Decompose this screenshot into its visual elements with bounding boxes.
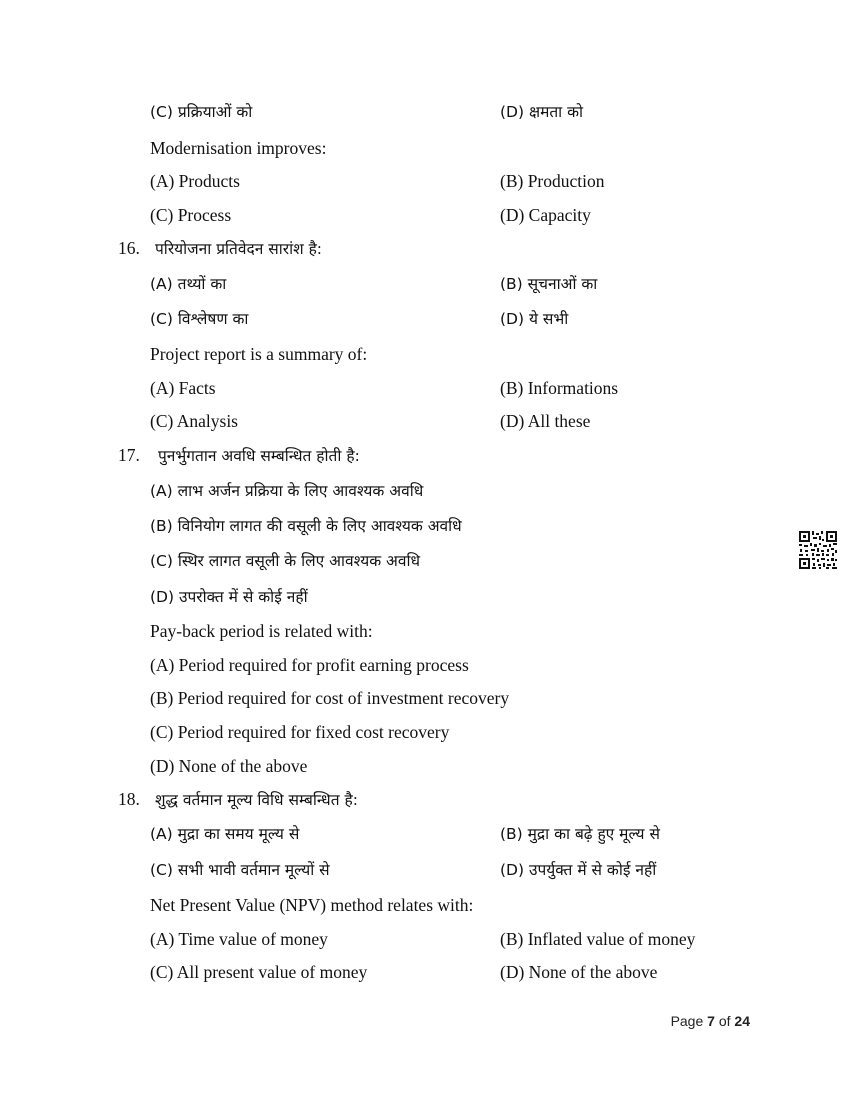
q16-hi-option-c: (C) विश्लेषण का — [150, 310, 249, 328]
q18-en-option-b: (B) Inflated value of money — [500, 929, 696, 949]
q15-en-question: Modernisation improves: — [150, 138, 327, 158]
q16-en-option-d: (D) All these — [500, 411, 591, 431]
q16-en-question: Project report is a summary of: — [150, 344, 368, 364]
q17-en-option-b: (B) Period required for cost of investment recovery — [150, 688, 510, 708]
of-word: of — [718, 1013, 731, 1029]
q18-number: 18. — [118, 789, 140, 809]
q16-hi-option-b: (B) सूचनाओं का — [500, 275, 598, 293]
q17-hi-question: पुनर्भुगतान अवधि सम्बन्धित होती है: — [158, 447, 360, 465]
q17-hi-option-a: (A) लाभ अर्जन प्रक्रिया के लिए आवश्यक अवधि — [150, 482, 424, 500]
q16-en-option-b: (B) Informations — [500, 378, 619, 398]
q16-en-option-c: (C) Analysis — [150, 411, 238, 431]
q17-hi-option-c: (C) स्थिर लागत वसूली के लिए आवश्यक अवधि — [150, 552, 421, 570]
q15-hi-option-c: (C) प्रक्रियाओं को — [150, 103, 253, 121]
q15-en-option-d: (D) Capacity — [500, 205, 591, 225]
q18-hi-option-b: (B) मुद्रा का बढ़े हुए मूल्य से — [500, 825, 660, 843]
q16-en-option-a: (A) Facts — [150, 378, 216, 398]
q15-en-option-c: (C) Process — [150, 205, 232, 225]
q15-hi-option-d: (D) क्षमता को — [500, 103, 584, 121]
page-current: 7 — [707, 1013, 715, 1029]
q18-hi-question: शुद्ध वर्तमान मूल्य विधि सम्बन्धित है: — [155, 791, 358, 809]
q18-hi-option-c: (C) सभी भावी वर्तमान मूल्यों से — [150, 861, 330, 879]
q18-en-option-a: (A) Time value of money — [150, 929, 328, 949]
q17-hi-option-b: (B) विनियोग लागत की वसूली के लिए आवश्यक अवधि — [150, 517, 462, 535]
q16-hi-option-a: (A) तथ्यों का — [150, 275, 227, 293]
q18-hi-option-a: (A) मुद्रा का समय मूल्य से — [150, 825, 300, 843]
q16-hi-option-d: (D) ये सभी — [500, 310, 569, 328]
q17-en-option-c: (C) Period required for fixed cost recovery — [150, 722, 450, 742]
q18-en-option-c: (C) All present value of money — [150, 962, 368, 982]
q15-en-option-a: (A) Products — [150, 171, 240, 191]
page-word: Page — [670, 1013, 704, 1029]
q16-number: 16. — [118, 238, 140, 258]
q17-hi-option-d: (D) उपरोक्त में से कोई नहीं — [150, 588, 308, 606]
q16-hi-question: परियोजना प्रतिवेदन सारांश है: — [155, 240, 323, 258]
q18-en-question: Net Present Value (NPV) method relates with: — [150, 895, 474, 915]
q17-number: 17. — [118, 445, 140, 465]
q17-en-question: Pay-back period is related with: — [150, 621, 373, 641]
q17-en-option-a: (A) Period required for profit earning process — [150, 655, 469, 675]
page-total: 24 — [734, 1013, 750, 1029]
qr-code-icon — [798, 530, 838, 570]
q18-hi-option-d: (D) उपर्युक्त में से कोई नहीं — [500, 861, 657, 879]
q15-en-option-b: (B) Production — [500, 171, 605, 191]
q18-en-option-d: (D) None of the above — [500, 962, 658, 982]
q17-en-option-d: (D) None of the above — [150, 756, 308, 776]
page-number-footer — [671, 1013, 750, 1029]
